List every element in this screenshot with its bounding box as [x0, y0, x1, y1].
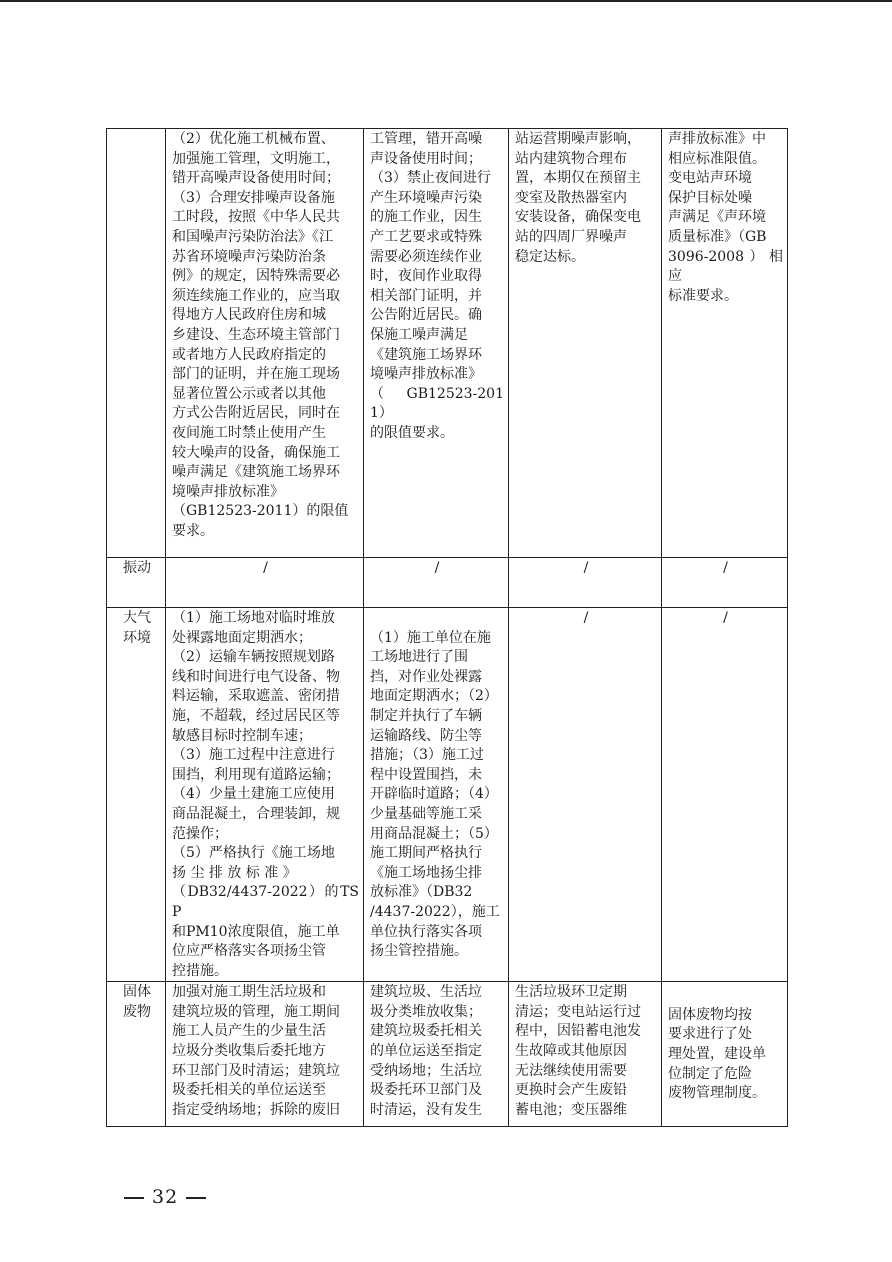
cell-text: 固体废物均按 要求进行了处 理处置，建设单 位制定了危险 废物管理制度。	[668, 1006, 766, 1102]
acceptance-result-cell	[662, 558, 788, 608]
acceptance-result-cell	[662, 129, 788, 558]
measures-table	[106, 128, 788, 1127]
construction-implementation-cell	[364, 608, 509, 982]
row-label-vibration	[107, 558, 166, 608]
cell-text: /	[263, 560, 268, 576]
acceptance-result-cell	[662, 608, 788, 982]
row-label-text: 大气 环境	[123, 610, 151, 646]
table-row-air	[107, 608, 788, 982]
footer-dash-left	[124, 1197, 144, 1198]
cell-text: /	[723, 610, 728, 626]
top-border-line	[0, 0, 892, 2]
row-label-solid-waste	[107, 982, 166, 1127]
page-number: 32	[152, 1186, 179, 1208]
cell-text: /	[723, 560, 728, 576]
construction-implementation-cell	[364, 558, 509, 608]
construction-measures-cell	[166, 129, 364, 558]
row-label-air	[107, 608, 166, 982]
cell-text: 生活垃圾环卫定期 清运；变电站运行过 程中，因铅蓄电池发 生故障或其他原因 无法继续使用需要 更换时会产生废铅 蓄电池；变压器维	[515, 984, 641, 1118]
operation-measures-cell	[509, 129, 662, 558]
cell-text: （1）施工单位在施 工场地进行了围 挡，对作业处裸露 地面定期洒水；（2） 制定并执行了车辆 运输路线、防尘等 措施；（3）施工过 程中设置围挡，未 开辟临时道路；（4） 少量基础等施工采 用商品混凝土；（5） 施工期间严格执行 《施工场地扬尘排 放标准》（DB32 /4437-2022），施工 单位执行落实各项 扬尘管控措施。	[370, 629, 500, 960]
operation-measures-cell	[509, 558, 662, 608]
cell-text: /	[583, 610, 589, 626]
construction-implementation-cell	[364, 129, 509, 558]
cell-text: 加强对施工期生活垃圾和 建筑垃圾的管理，施工期间 施工人员产生的少量生活 垃圾分类收集后委托地方 环卫部门及时清运；建筑垃 圾委托相关的单位运送至 指定受纳场地；拆除的废旧	[172, 984, 340, 1118]
construction-measures-cell	[166, 608, 364, 982]
row-label-text: 振动	[123, 560, 151, 576]
acceptance-result-cell	[662, 982, 788, 1127]
page-footer	[116, 1186, 214, 1208]
operation-measures-cell	[509, 982, 662, 1127]
table-row-solid-waste	[107, 982, 788, 1127]
cell-text: 站运营期噪声影响， 站内建筑物合理布 置，本期仅在预留主 变室及散热器室内 安装设备，确保变电 站的四周厂界噪声 稳定达标。	[515, 131, 641, 265]
row-label-noise	[107, 129, 166, 558]
cell-text: /	[583, 560, 589, 576]
cell-text: /	[434, 560, 440, 576]
row-label-text: 固体 废物	[123, 984, 151, 1020]
cell-text: （1）施工场地对临时堆放 处裸露地面定期洒水； （2）运输车辆按照规划路 线和时间进行电气设备、物 料运输，采取遮盖、密闭措 施，不超载，经过居民区等 敏感目标时控制车速； （3）施工过程中注意进行 围挡，利用现有道路运输； （4）少量土建施工应使用 商品混凝土，合理装卸，规 范操作； （5）严格执行《施工场地 扬 尘 排 放 标 准 》 （DB32/4437-2022）的TSP 和PM10浓度限值，施工单 位应严格落实各项扬尘管 控措施。	[172, 610, 359, 979]
footer-dash-right	[186, 1197, 206, 1198]
operation-measures-cell	[509, 608, 662, 982]
table-row-vibration	[107, 558, 788, 608]
construction-implementation-cell	[364, 982, 509, 1127]
construction-measures-cell	[166, 558, 364, 608]
cell-text: 工管理，错开高噪 声设备使用时间； （3）禁止夜间进行 产生环境噪声污染 的施工作业，因生 产工艺要求或特殊 需要必须连续作业 时，夜间作业取得 相关部门证明，并 公告附近居民。确 保施工噪声满足 《建筑施工场界环 境噪声排放标准》 （GB12523-2011） 的限值要求。	[370, 131, 504, 441]
cell-text: （2）优化施工机械布置、 加强施工管理，文明施工， 错开高噪声设备使用时间； （3）合理安排噪声设备施 工时段，按照《中华人民共 和国噪声污染防治法》《江 苏省环境噪声污染防治条 例》的规定，因特殊需要必 须连续施工作业的，应当取 得地方人民政府住房和城 乡建设、生态环境主管部门 或者地方人民政府指定的 部门的证明，并在施工现场 显著位置公示或者以其他 方式公告附近居民，同时在 夜间施工时禁止使用产生 较大噪声的设备，确保施工 噪声满足《建筑施工场界环 境噪声排放标准》 （GB12523-2011）的限值 要求。	[172, 131, 349, 539]
construction-measures-cell	[166, 982, 364, 1127]
cell-text: 声排放标准》中 相应标准限值。 变电站声环境 保护目标处噪 声满足《声环境 质量标准》（GB 3096-2008）相应 标准要求。	[668, 131, 783, 304]
cell-text: 建筑垃圾、生活垃 圾分类堆放收集； 建筑垃圾委托相关 的单位运送至指定 受纳场地；生活垃 圾委托环卫部门及 时清运，没有发生	[370, 984, 482, 1118]
table-row-noise	[107, 129, 788, 558]
